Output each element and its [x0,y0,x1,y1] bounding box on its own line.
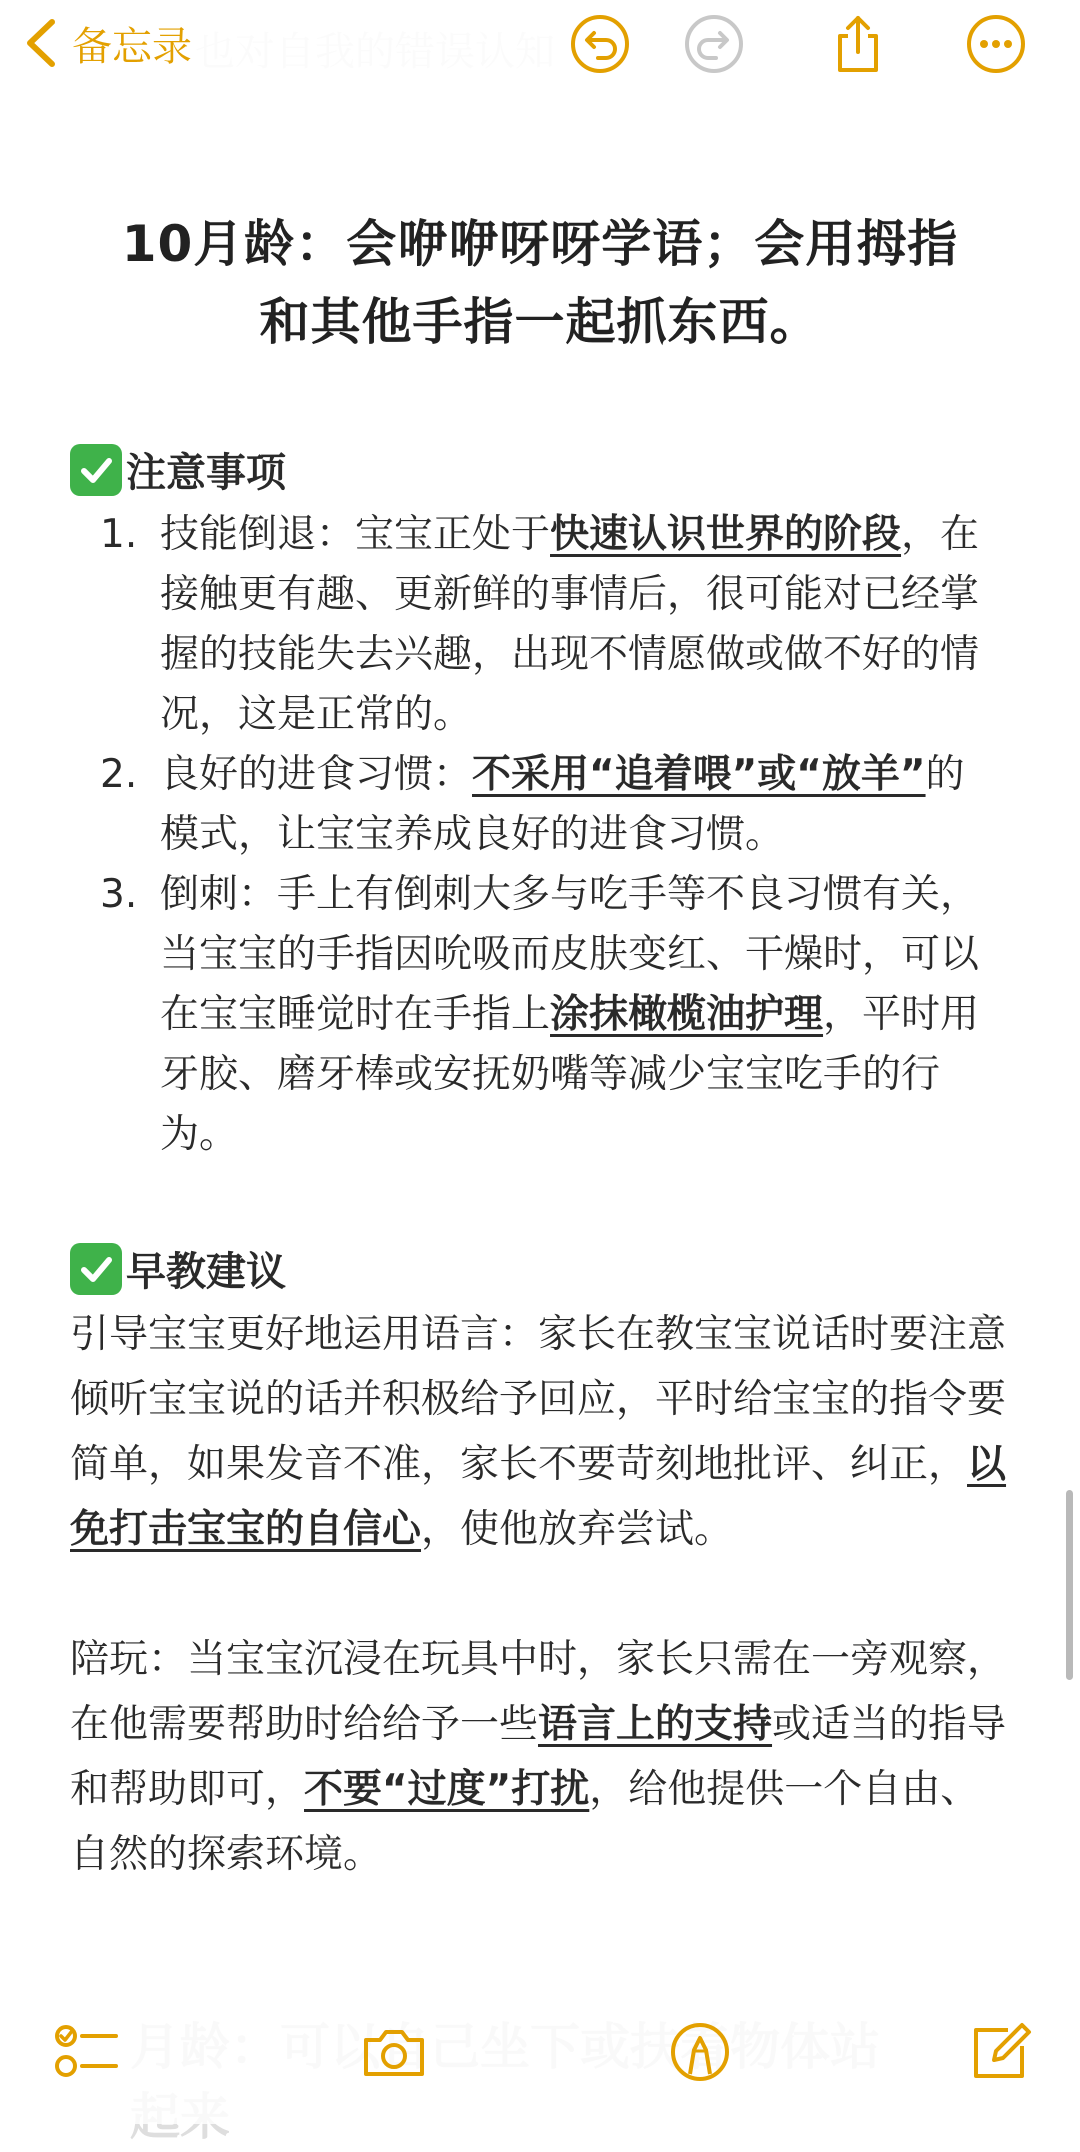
notes-list [100,505,1000,1165]
paragraph-text: 引导宝宝更好地运用语言：家长在教宝宝说话时要注意倾听宝宝说的话并积极给予回应，平时给宝宝的指令要简单，如果发音不准，家长不要苛刻地批评、纠正， [70,1312,1007,1487]
more-icon[interactable] [964,12,1028,76]
section-title-notes [70,441,286,498]
paragraph-play [70,1627,1010,1887]
heading-line-1: 10月龄：会咿咿呀呀学语；会用拇指 [121,215,959,273]
list-text: 的模式，让宝宝养成良好的进食习惯。 [160,752,965,857]
list-item [100,745,1000,865]
list-number: 3. [100,872,138,917]
bottom-toolbar [0,2000,1080,2124]
paragraph-text: 陪玩：当宝宝沉浸在玩具中时，家长只需在一旁观察，在他需要帮助时给给予一些 [70,1637,1007,1747]
heading-line-2: 和其他手指一起抓东西。 [259,293,821,351]
back-button[interactable] [24,14,192,72]
list-text: ，平时用牙胶、磨牙棒或安抚奶嘴等减少宝宝吃手的行为。 [160,992,980,1157]
paragraph-language [70,1302,1010,1562]
list-text: 技能倒退：宝宝正处于 [160,512,551,557]
paragraph-text: 或适当的指导和帮助即可， [70,1702,1007,1812]
paragraph-text: ，给他提供一个自由、自然的探索环境。 [70,1767,980,1877]
emphasis-text: 语言上的支持 [538,1702,773,1747]
list-text: 倒刺：手上有倒刺大多与吃手等不良习惯有关，当宝宝的手指因吮吸而皮肤变红、干燥时，可以在宝宝睡觉时在手指上 [160,872,980,1037]
section-title-education [70,1240,286,1297]
paragraph-text: ，使他放弃尝试。 [421,1507,734,1552]
list-item [100,865,1000,1165]
emphasis-text: 不要“过度”打扰 [304,1767,590,1812]
list-text: ，在接触更有趣、更新鲜的事情后，很可能对已经掌握的技能失去兴趣，出现不情愿做或做不好的情况，这是正常的。 [160,512,980,737]
list-number: 2. [100,752,138,797]
note-heading [70,205,1010,361]
markup-icon[interactable] [666,2020,734,2084]
camera-icon[interactable] [360,2020,428,2084]
emphasis-text: 以免打击宝宝的自信心 [70,1442,1007,1552]
redo-icon[interactable] [682,12,746,76]
undo-icon[interactable] [568,12,632,76]
section-title-text: 注意事项 [126,450,286,496]
checklist-icon[interactable] [52,2020,120,2084]
list-text: 良好的进食习惯： [160,752,473,797]
share-icon[interactable] [826,12,890,76]
back-label: 备忘录 [72,23,192,70]
scrollbar[interactable] [1066,1490,1073,1680]
emphasis-text: 快速认识世界的阶段 [550,512,902,557]
emphasis-text: 涂抹橄榄油护理 [550,992,824,1037]
checkmark-icon [70,444,122,496]
list-number: 1. [100,512,138,557]
compose-icon[interactable] [968,2020,1036,2084]
section-title-text: 早教建议 [126,1249,286,1295]
list-item [100,505,1000,745]
emphasis-text: 不采用“追着喂”或“放羊” [472,752,926,797]
checkmark-icon [70,1243,122,1295]
chevron-left-icon [24,18,58,68]
